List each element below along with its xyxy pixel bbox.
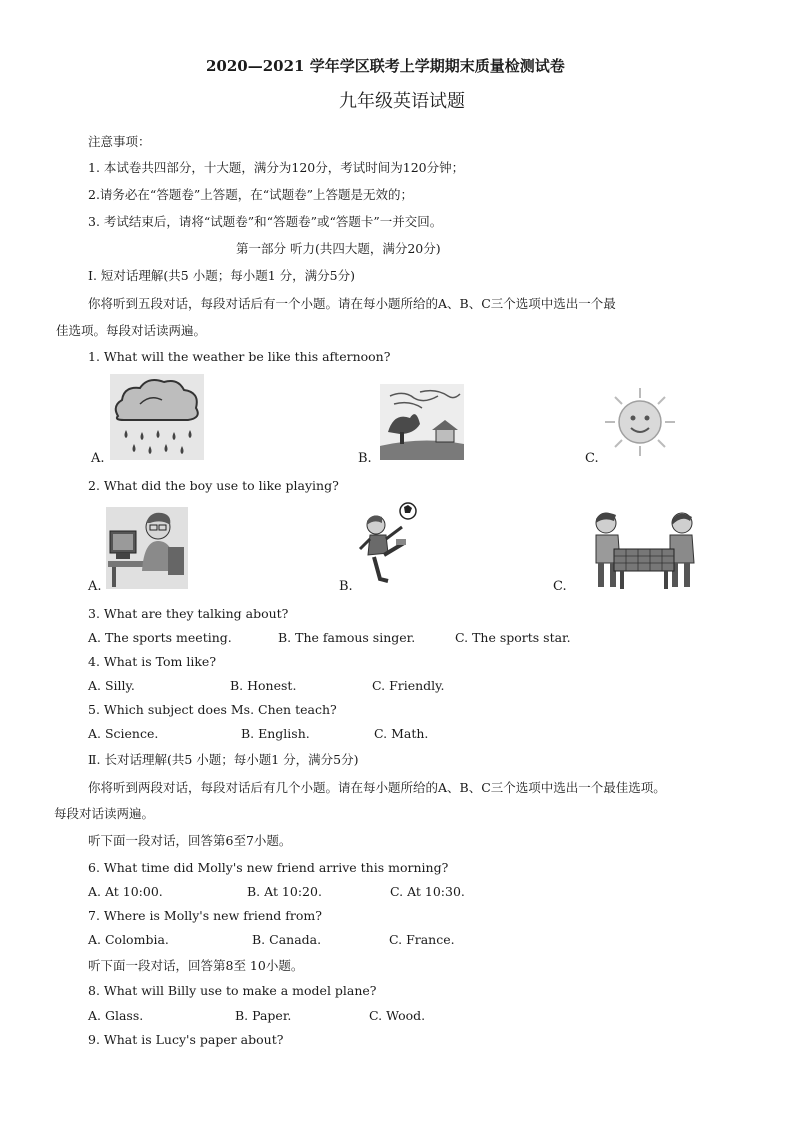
- q6-option-a: A. At 10:00.: [88, 884, 163, 899]
- part1-heading: 第一部分 听力(共四大题，满分20分): [236, 241, 441, 256]
- q7-option-c: C. France.: [389, 932, 455, 947]
- q5-option-a: A. Science.: [88, 726, 159, 741]
- q8-option-a: A. Glass.: [88, 1008, 144, 1023]
- note-item-3: 3. 考试结束后，请将“试题卷”和“答题卷”或“答题卡”一并交回。: [88, 214, 443, 229]
- question-8: 8. What will Billy use to make a model plane?: [88, 983, 377, 998]
- q2-option-b-label: B.: [339, 579, 353, 594]
- soccer-boy-image: [356, 501, 422, 591]
- note-item-1: 1. 本试卷共四部分，十大题，满分为120分，考试时间为120分钟；: [88, 160, 465, 175]
- note-item-2: 2.请务必在“答题卷”上答题，在“试题卷”上答题是无效的；: [88, 187, 413, 202]
- q6-option-c: C. At 10:30.: [390, 884, 465, 899]
- q7-option-a: A. Colombia.: [88, 932, 169, 947]
- q4-option-a: A. Silly.: [88, 678, 135, 693]
- q8-option-c: C. Wood.: [369, 1008, 426, 1023]
- notes-heading: 注意事项：: [88, 134, 151, 149]
- section1-instruction-2: 佳选项。每段对话读两遍。: [56, 323, 207, 338]
- dialog-2-instruction: 听下面一段对话，回答第8至 10小题。: [88, 958, 304, 973]
- question-3: 3. What are they talking about?: [88, 606, 289, 621]
- sun-image: [603, 386, 677, 458]
- q2-option-c-label: C.: [553, 579, 567, 594]
- section2-heading: Ⅱ. 长对话理解(共5 小题；每小题1 分，满分5分): [88, 752, 359, 767]
- q1-option-a-label: A.: [91, 451, 105, 466]
- section2-instruction-2: 每段对话读两遍。: [54, 806, 155, 821]
- q3-option-b: B. The famous singer.: [278, 630, 416, 645]
- q3-option-c: C. The sports star.: [455, 630, 571, 645]
- question-9: 9. What is Lucy's paper about?: [88, 1032, 284, 1047]
- q4-option-c: C. Friendly.: [372, 678, 445, 693]
- question-4: 4. What is Tom like?: [88, 654, 217, 669]
- exam-title: 2020—2021 学年学区联考上学期期末质量检测试卷: [206, 57, 565, 75]
- q3-option-a: A. The sports meeting.: [88, 630, 232, 645]
- dialog-1-instruction: 听下面一段对话，回答第6至7小题。: [88, 833, 292, 848]
- chess-players-image: [590, 509, 698, 593]
- question-2: 2. What did the boy use to like playing?: [88, 478, 339, 493]
- windy-house-image: [380, 384, 464, 460]
- rain-cloud-image: [110, 374, 204, 460]
- q7-option-b: B. Canada.: [252, 932, 322, 947]
- q1-option-b-label: B.: [358, 451, 372, 466]
- q1-option-c-label: C.: [585, 451, 599, 466]
- question-1: 1. What will the weather be like this afternoon?: [88, 349, 391, 364]
- section1-heading: I. 短对话理解(共5 小题；每小题1 分，满分5分): [88, 268, 355, 283]
- section1-instruction-1: 你将听到五段对话，每段对话后有一个小题。请在每小题所给的A、B、C三个选项中选出一个最: [88, 296, 616, 311]
- question-6: 6. What time did Molly's new friend arrive this morning?: [88, 860, 449, 875]
- q2-option-a-label: A.: [88, 579, 102, 594]
- q6-option-b: B. At 10:20.: [247, 884, 322, 899]
- question-7: 7. Where is Molly's new friend from?: [88, 908, 322, 923]
- q5-option-c: C. Math.: [374, 726, 429, 741]
- question-5: 5. Which subject does Ms. Chen teach?: [88, 702, 337, 717]
- computer-boy-image: [106, 507, 188, 589]
- q8-option-b: B. Paper.: [235, 1008, 292, 1023]
- section2-instruction-1: 你将听到两段对话，每段对话后有几个小题。请在每小题所给的A、B、C三个选项中选出一个最佳选项。: [88, 780, 666, 795]
- q5-option-b: B. English.: [241, 726, 310, 741]
- exam-subtitle: 九年级英语试题: [339, 91, 465, 112]
- q4-option-b: B. Honest.: [230, 678, 297, 693]
